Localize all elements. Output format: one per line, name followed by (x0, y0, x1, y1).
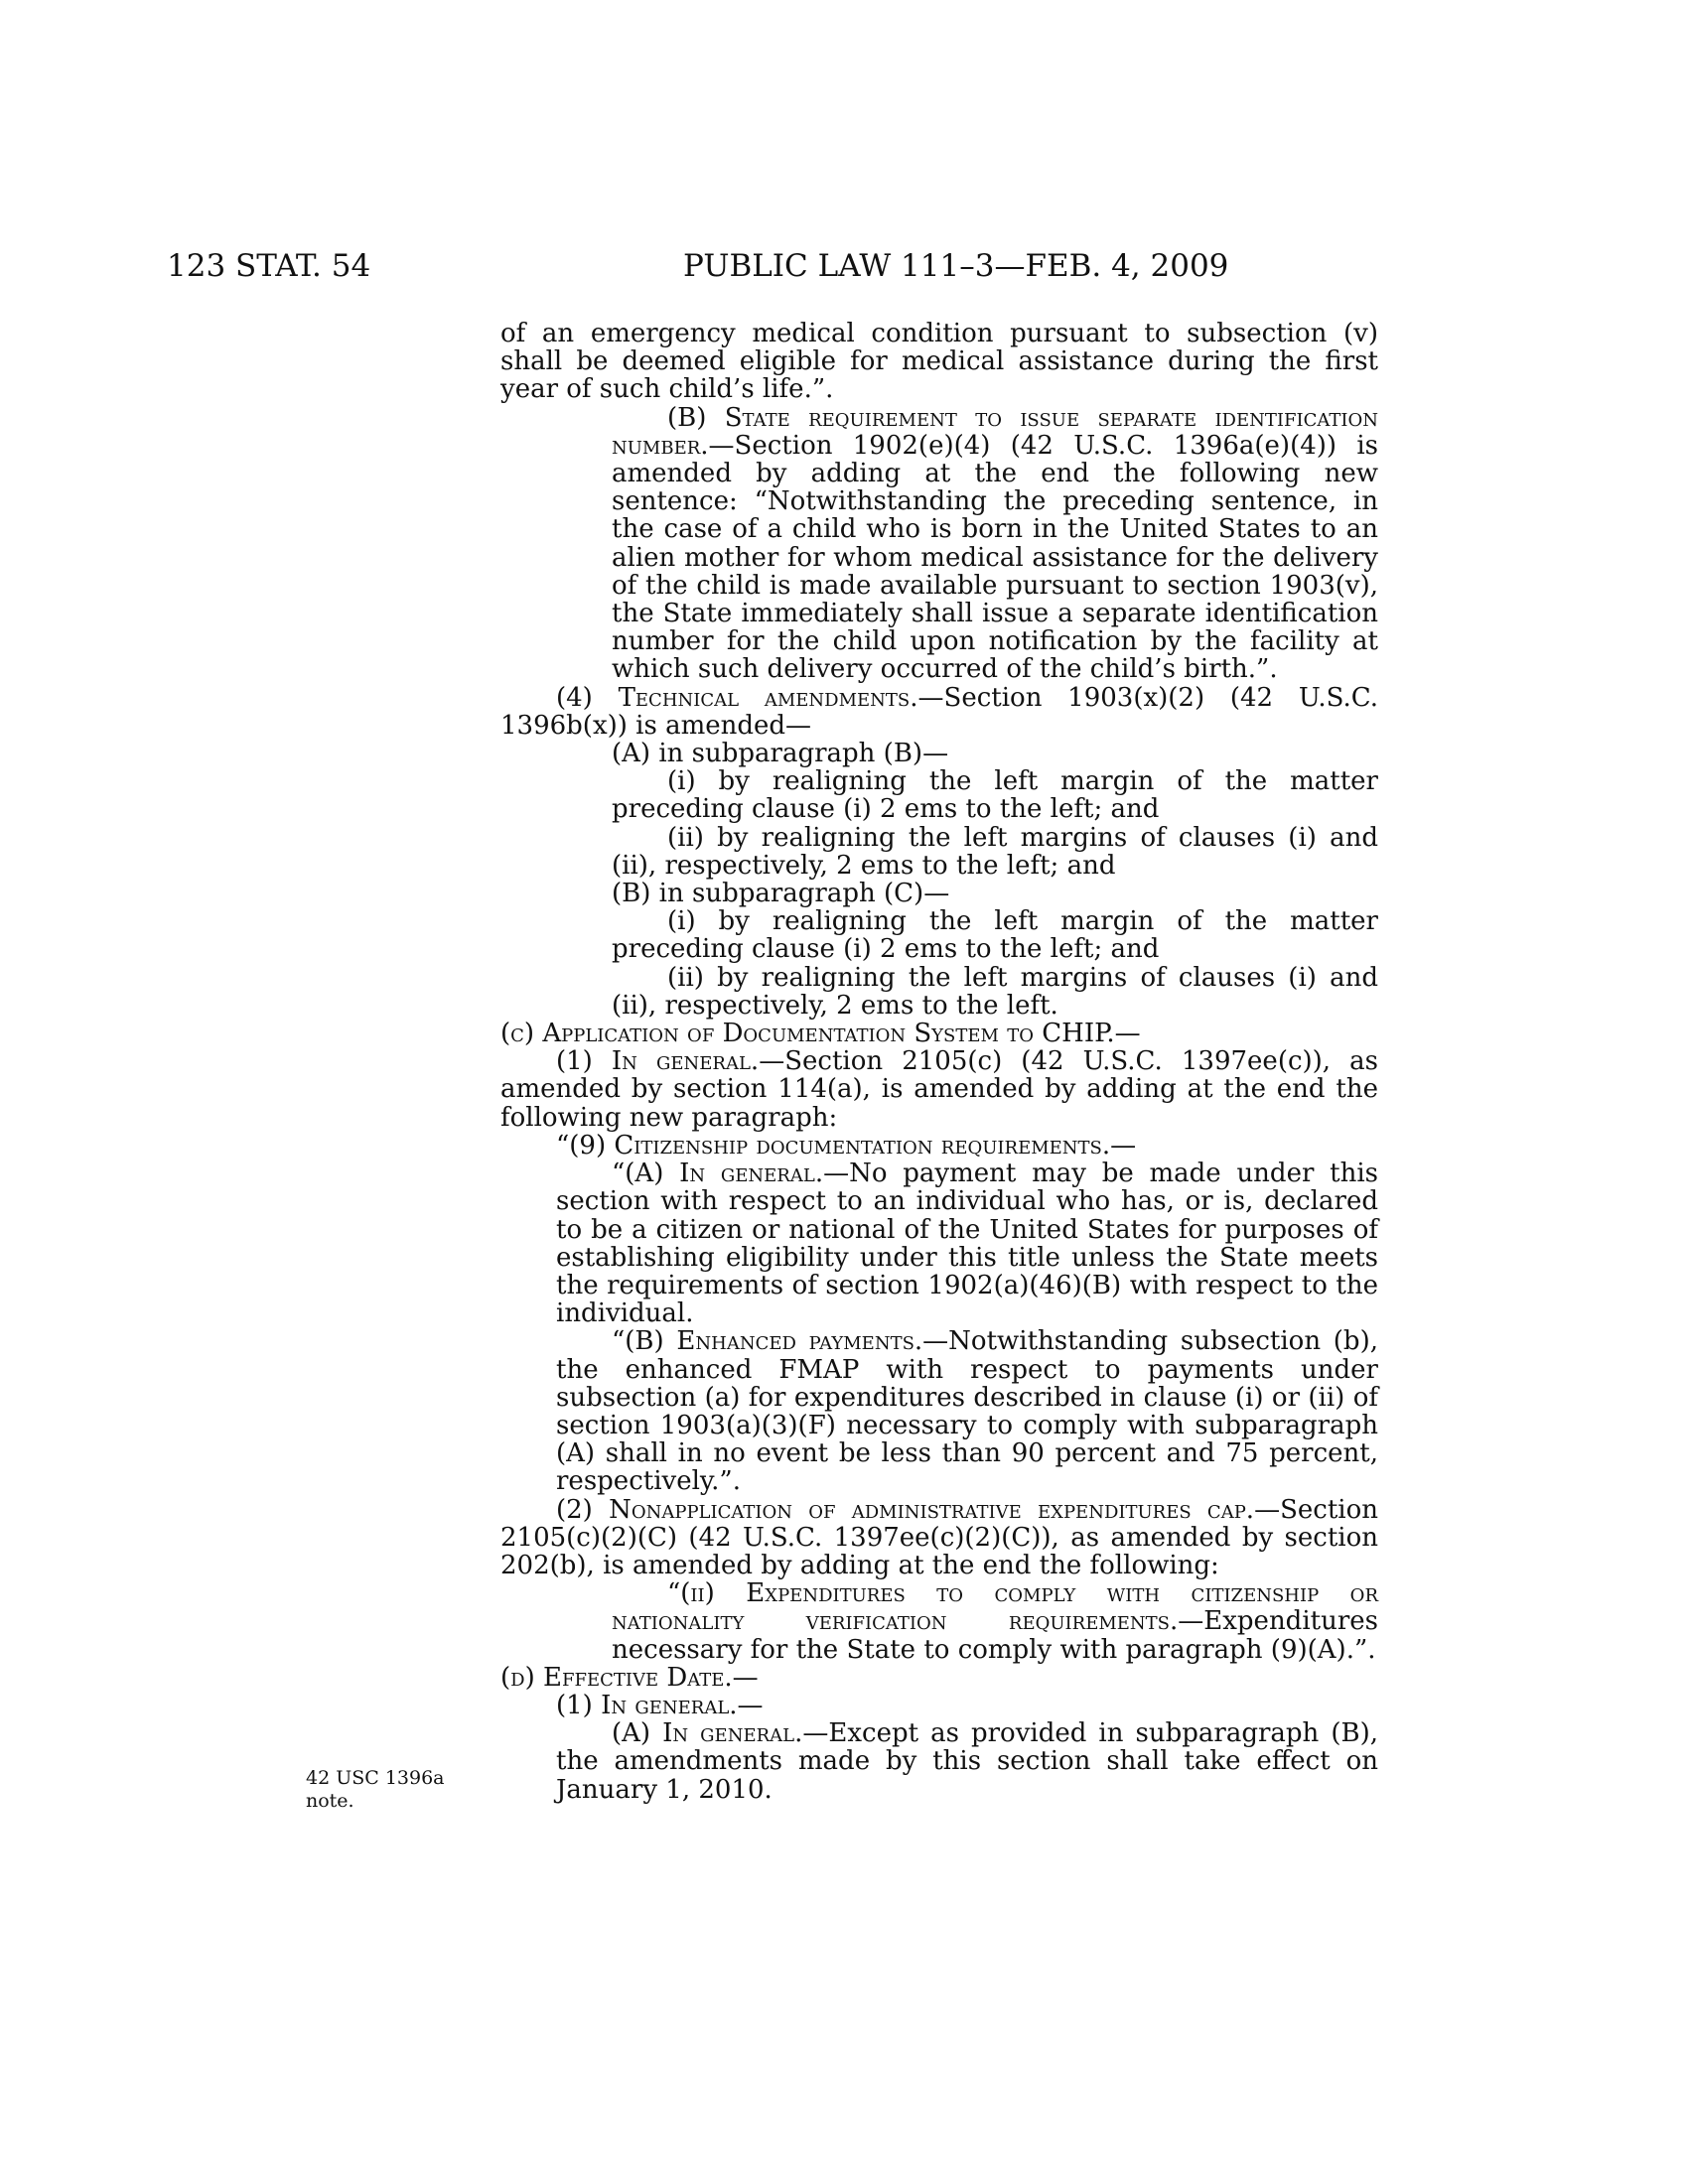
paragraph-clause-ii-b: (ii) by realigning the left margins of clauses (i) and (ii), respectively, 2 ems to the left. (612, 962, 1378, 1021)
margin-note-citation: 42 USC 1396a (306, 1767, 445, 1789)
paragraph-expenditures-citizenship: “(ii) Expenditures to comply with citizenship or nationality verification requirements.—Expenditures necessary for the State to comply with paragraph (9)(A).”. (612, 1578, 1378, 1665)
paragraph-in-general-1: (1) In general.—Section 2105(c) (42 U.S.C. 1397ee(c)), as amended by section 114(a), is amended by adding at the end the following new paragraph: (500, 1046, 1379, 1133)
margin-note (306, 1767, 465, 1813)
paragraph-continuation: of an emergency medical condition pursuant to subsection (v) shall be deemed eligible for medical assistance during the first year of such child’s life.”. (500, 319, 1378, 405)
paragraph-citizenship-docs: “(9) Citizenship documentation requirements.— (556, 1130, 1137, 1160)
paragraph-technical-amendments: (4) Technical amendments.—Section 1903(x)(2) (42 U.S.C. 1396b(x)) is amended— (500, 682, 1378, 741)
paragraph-in-general-d1: (1) In general.— (556, 1690, 764, 1720)
paragraph-effective-date: (d) Effective Date.— (500, 1662, 759, 1693)
paragraph-nonapplication-cap: (2) Nonapplication of administrative expenditures cap.—Section 2105(c)(2)(C) (42 U.S.C. 1397ee(c)(2)(C)), as amended by section 202(b), is amended by adding at the end the following: (500, 1494, 1378, 1580)
paragraph-clause-ii: (ii) by realigning the left margins of clauses (i) and (ii), respectively, 2 ems to the left; and (612, 822, 1378, 881)
paragraph-subpara-a: (A) in subparagraph (B)— (612, 739, 949, 769)
paragraph-clause-i-b: (i) by realigning the left margin of the matter preceding clause (i) 2 ems to the left; and (612, 906, 1378, 965)
margin-note-suffix: note. (306, 1790, 354, 1812)
paragraph-state-requirement: (B) State requirement to issue separate identification number.—Section 1902(e)(4) (42 U.S.C. 1396a(e)(4)) is amended by adding at the end the following new sentence: “Notwithstanding the preceding sentence, in the case of a child who is born in the United States to an alien mother for whom medical assistance for the delivery of the child is made available pursuant to section 1903(v), the State immediately shall issue a separate identification number for the child upon notification by the facility at which such delivery occurred of the child’s birth.”. (612, 402, 1378, 685)
paragraph-in-general-d1a: (A) In general.—Except as provided in subparagraph (B), the amendments made by this section shall take effect on January 1, 2010. (556, 1718, 1378, 1805)
statute-page-number: 123 STAT. 54 (167, 248, 371, 284)
paragraph-in-general-a: “(A) In general.—No payment may be made under this section with respect to an individual who has, or is, declared to be a citizen or national of the United States for purposes of establishing eligibility under this title unless the State meets the requirements of section 1902(a)(46)(B) with respect to the individual. (556, 1159, 1379, 1329)
document-body (500, 320, 1378, 1804)
paragraph-clause-i: (i) by realigning the left margin of the matter preceding clause (i) 2 ems to the left; and (612, 766, 1378, 825)
paragraph-enhanced-payments: “(B) Enhanced payments.—Notwithstanding subsection (b), the enhanced FMAP with respect to payments under subsection (a) for expenditures described in clause (i) or (ii) of section 1903(a)(3)(F) necessary to comply with subparagraph (A) shall in no event be less than 90 percent and 75 percent, respectively.”. (556, 1326, 1378, 1497)
paragraph-subpara-b: (B) in subparagraph (C)— (612, 879, 950, 909)
paragraph-application-chip: (c) Application of Documentation System to CHIP.— (500, 1019, 1141, 1049)
page-header (167, 246, 1378, 286)
running-title: PUBLIC LAW 111–3—FEB. 4, 2009 (683, 248, 1229, 284)
